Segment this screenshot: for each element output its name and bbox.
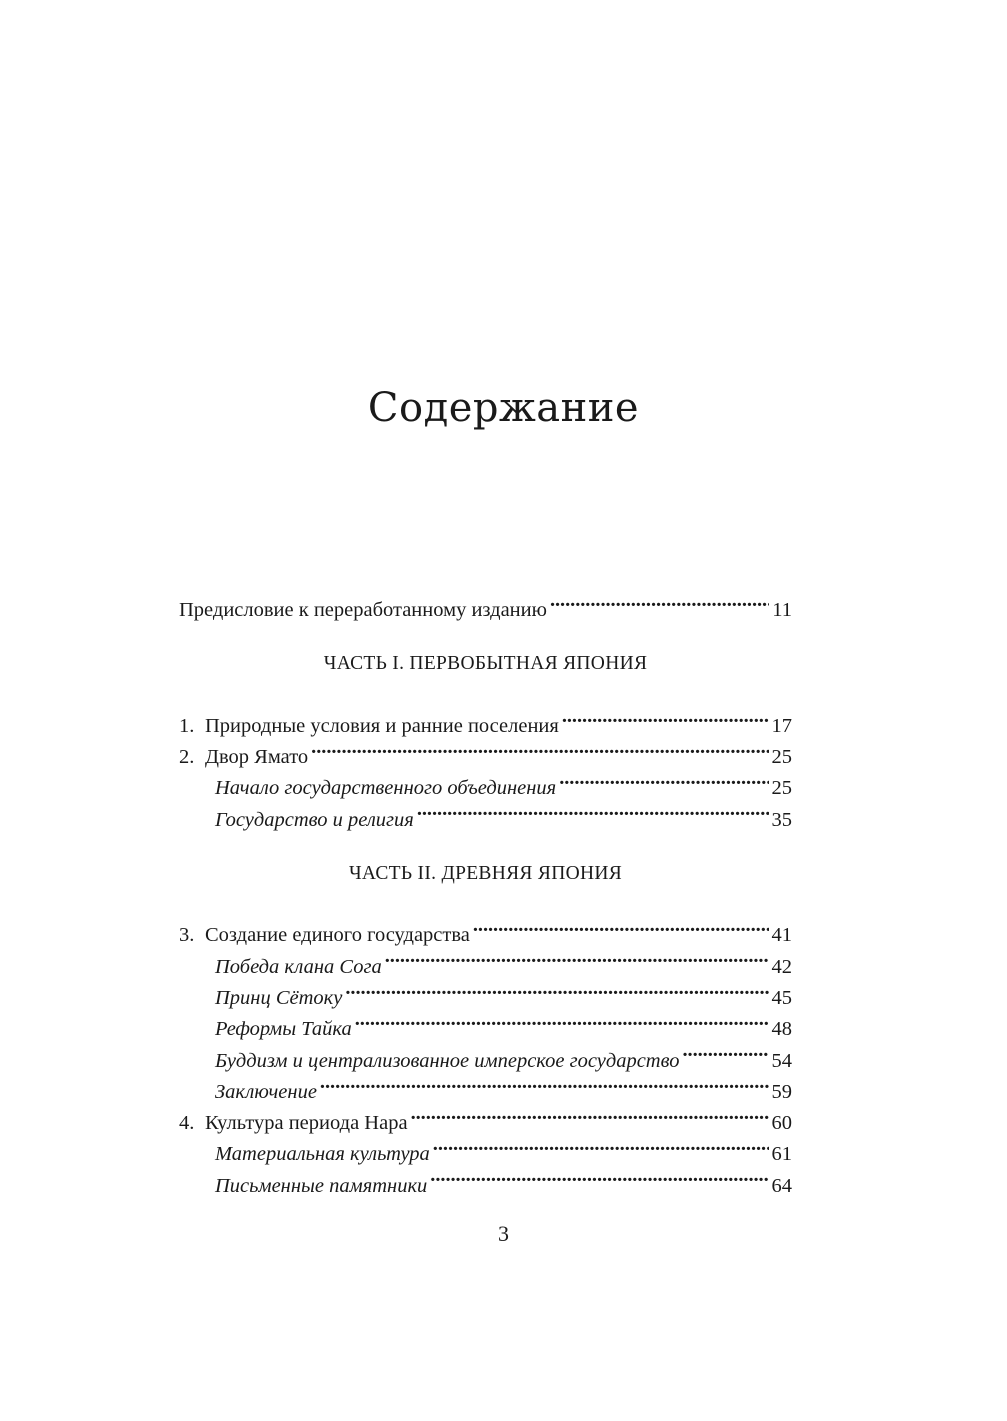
leader-dots [559, 763, 768, 794]
toc-entry-page: 64 [771, 1174, 792, 1197]
toc-entry-page: 42 [771, 955, 792, 978]
toc-section [179, 1067, 792, 1103]
leader-dots [473, 910, 769, 941]
toc-entry-label: Принц Сётоку [215, 986, 343, 1009]
toc-entry-label: Двор Ямато [205, 746, 309, 769]
toc-entry-page: 59 [771, 1080, 792, 1103]
toc-section [179, 763, 792, 800]
toc-chapter-3 [179, 910, 792, 947]
toc-entry-page: 25 [771, 746, 792, 769]
toc-entry-label: Начало государственного объединения [215, 777, 557, 800]
toc-entry-page: 35 [771, 808, 792, 831]
leader-dots [682, 1035, 768, 1066]
toc-entry-label: Культура периода Нара [205, 1112, 408, 1135]
toc-entry-label: Письменные памятники [215, 1174, 428, 1197]
leader-dots [417, 794, 769, 825]
toc-chapter-2 [179, 732, 792, 769]
toc-entry-label: Природные условия и ранние поселения [205, 714, 559, 737]
toc-chapter-1 [179, 701, 792, 737]
toc-entry-page: 11 [772, 599, 792, 622]
toc-entry-page: 60 [771, 1112, 792, 1135]
leader-dots [345, 973, 768, 1004]
part-heading-2: ЧАСТЬ II. ДРЕВНЯЯ ЯПОНИЯ [348, 862, 623, 884]
page-title: Содержание [367, 385, 640, 431]
toc-entry-page: 48 [771, 1018, 792, 1041]
toc-entry-label: Материальная культура [215, 1143, 430, 1166]
toc-entry-label: Государство и религия [215, 808, 414, 831]
leader-dots [550, 585, 769, 616]
chapter-number: 3. [179, 924, 195, 947]
leader-dots [320, 1067, 769, 1098]
chapter-number: 2. [179, 746, 195, 769]
toc-section [179, 973, 792, 1009]
leader-dots [562, 701, 769, 732]
table-of-contents [179, 585, 792, 1197]
leader-dots [433, 1129, 769, 1160]
toc-section [179, 941, 792, 978]
toc-entry-page: 17 [771, 714, 792, 737]
chapter-number: 1. [179, 714, 195, 737]
toc-entry-page: 25 [771, 777, 792, 800]
toc-section [179, 794, 792, 831]
toc-section [179, 1129, 792, 1166]
toc-entry-label: Реформы Тайка [215, 1018, 352, 1041]
toc-chapter-4 [179, 1098, 792, 1135]
toc-entry-label: Буддизм и централизованное имперское государство [215, 1049, 680, 1072]
leader-dots [311, 732, 768, 763]
leader-dots [411, 1098, 769, 1129]
leader-dots [385, 941, 769, 972]
part-heading-1: ЧАСТЬ I. ПЕРВОБЫТНАЯ ЯПОНИЯ [323, 653, 648, 675]
toc-entry-page: 41 [771, 924, 792, 947]
toc-entry-label: Победа клана Сога [215, 955, 382, 978]
toc-section [179, 1035, 792, 1072]
toc-entry-page: 61 [771, 1143, 792, 1166]
toc-section [179, 1160, 792, 1197]
leader-dots [430, 1160, 768, 1191]
toc-entry-page: 45 [771, 986, 792, 1009]
toc-entry-page: 54 [771, 1049, 792, 1072]
toc-entry-label: Предисловие к переработанному изданию [179, 599, 547, 622]
toc-entry-label: Заключение [215, 1080, 317, 1103]
toc-entry-preface [179, 585, 792, 622]
chapter-number: 4. [179, 1112, 195, 1135]
toc-section [179, 1004, 792, 1041]
leader-dots [355, 1004, 769, 1035]
toc-entry-label: Создание единого государства [205, 924, 470, 947]
page-number: 3 [498, 1221, 509, 1246]
